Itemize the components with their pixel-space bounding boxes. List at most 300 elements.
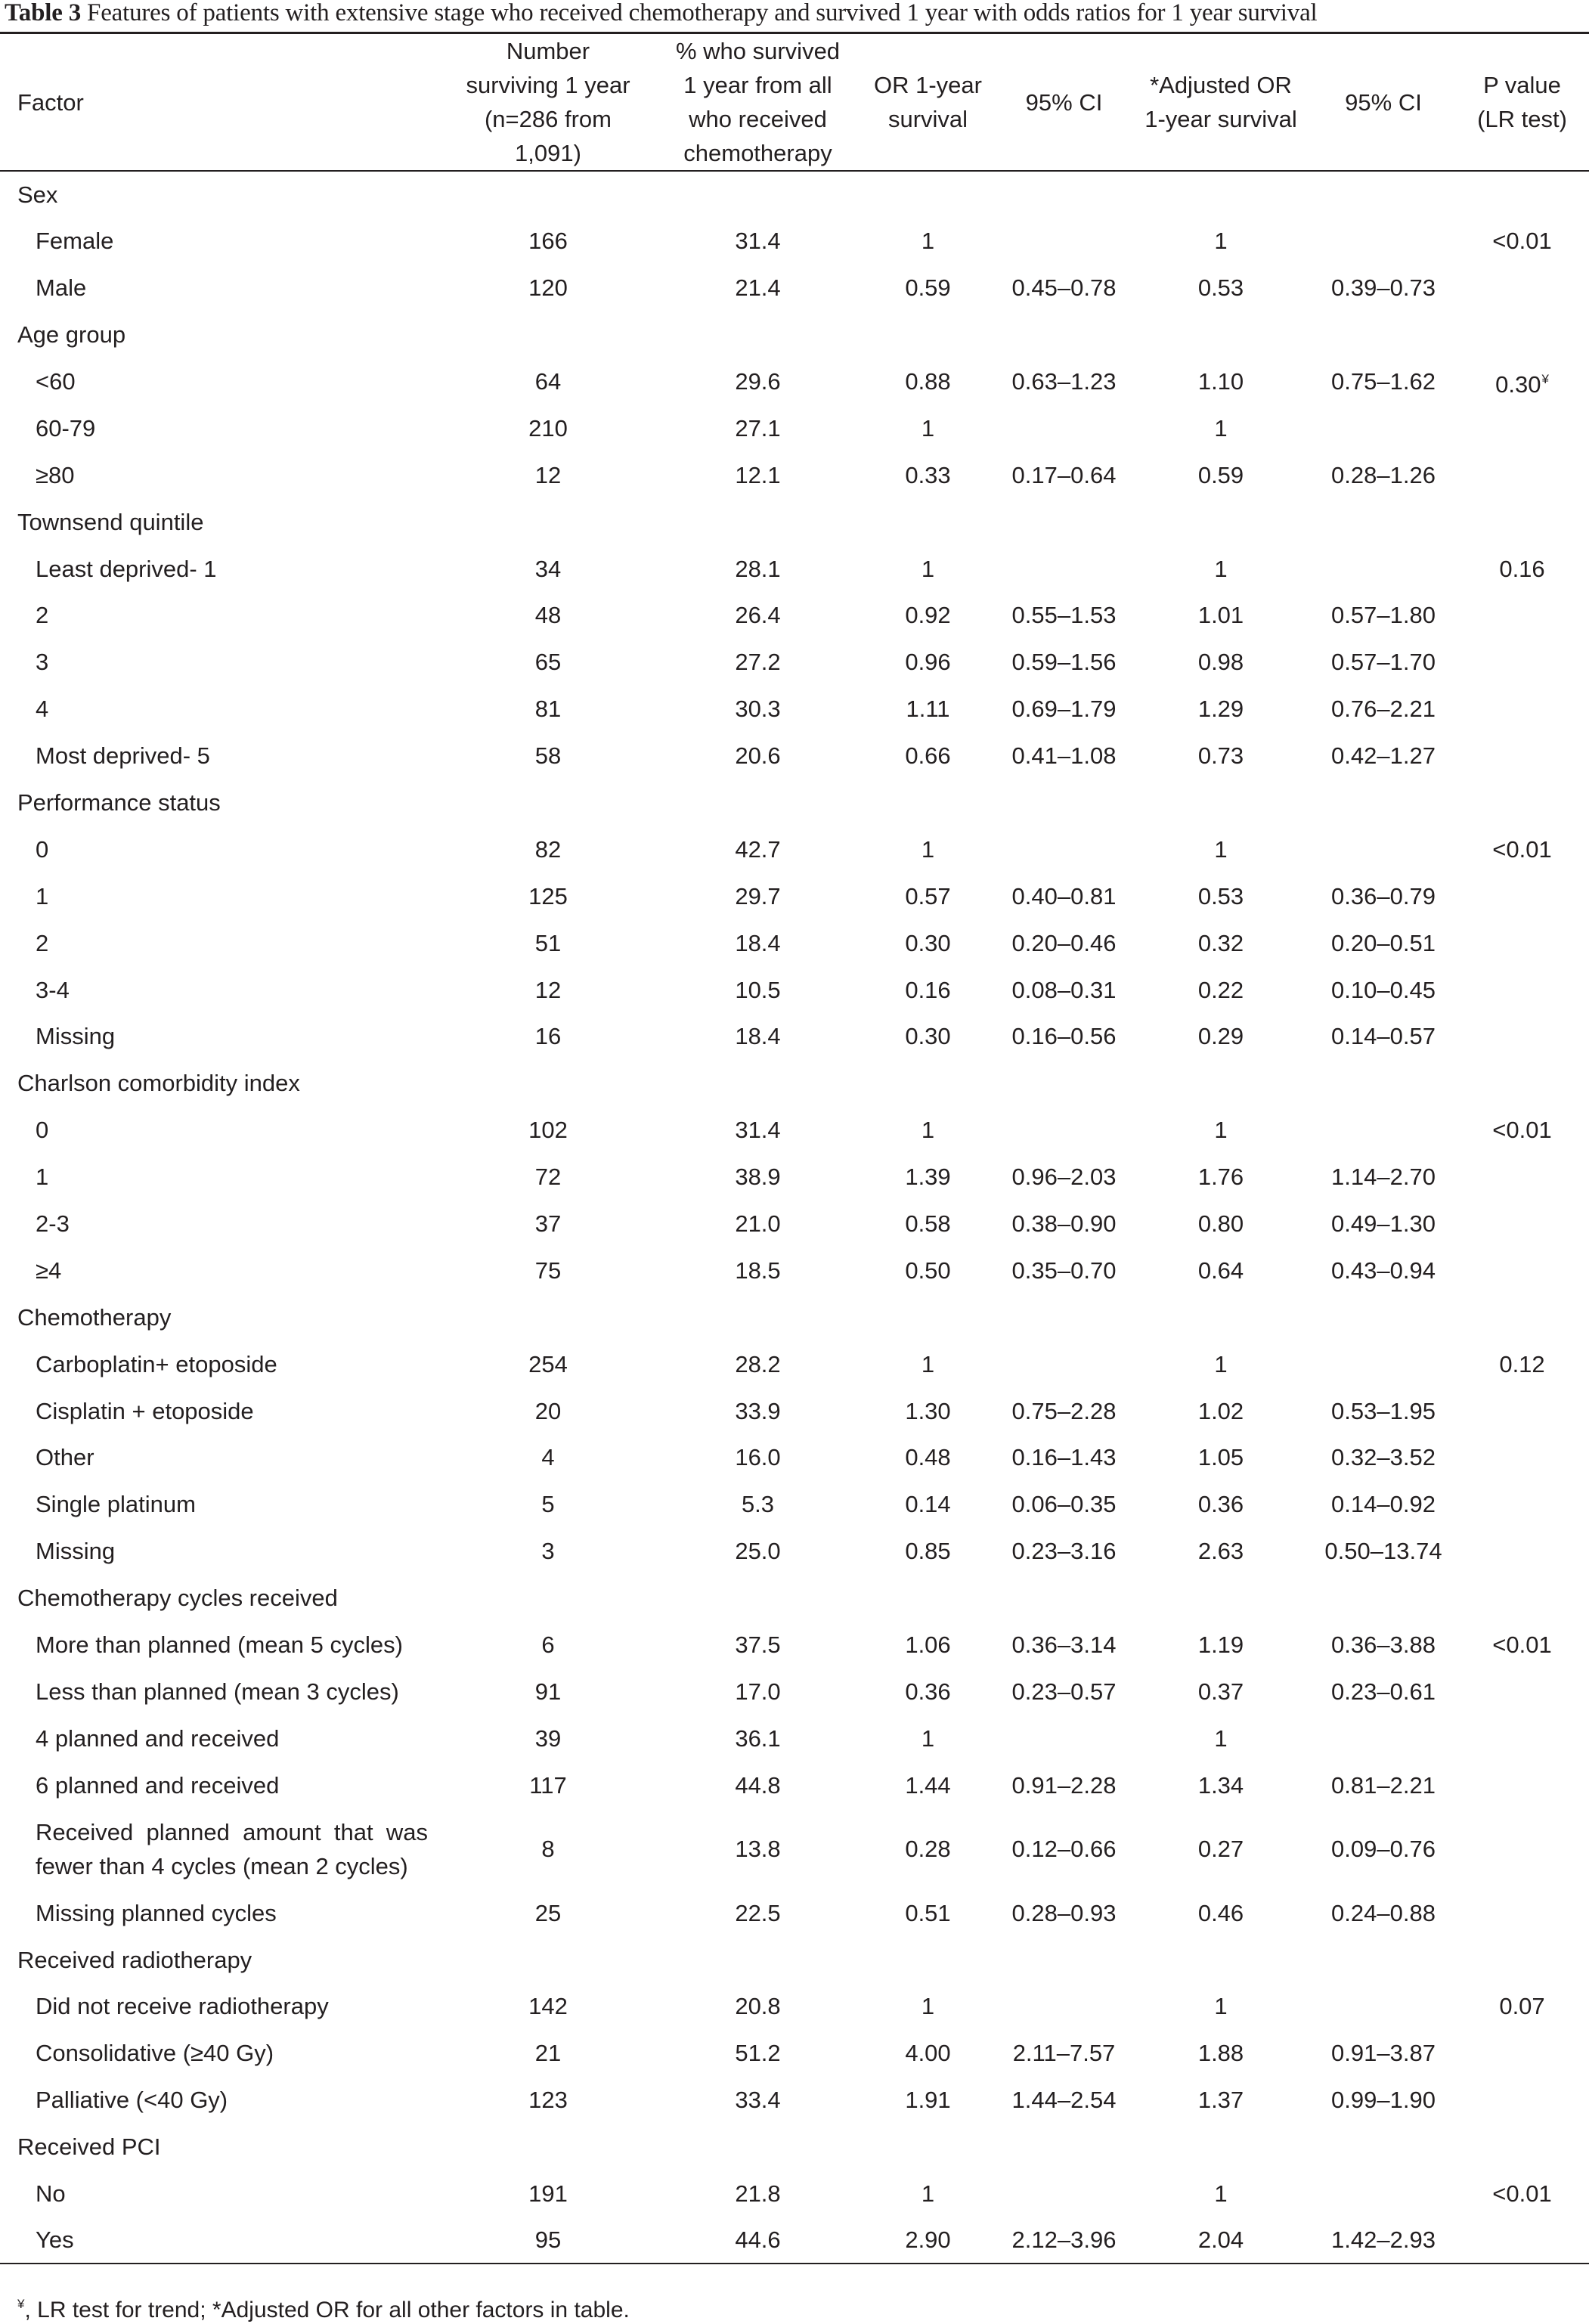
or-cell: 1.39 [905, 1164, 951, 1191]
or-cell: 1 [921, 414, 935, 442]
number-cell [438, 1936, 658, 1983]
or-cell [858, 498, 998, 545]
adjusted-ci-cell: 0.36–3.88 [1331, 1631, 1436, 1659]
adjusted-ci-cell [1312, 1575, 1455, 1622]
percent-cell: 5.3 [741, 1491, 775, 1518]
adjusted-ci-cell [1312, 2124, 1455, 2171]
table-row [0, 592, 1589, 639]
number-cell: 34 [534, 555, 562, 582]
ci-cell: 0.23–0.57 [1011, 1678, 1117, 1705]
or-cell [858, 311, 998, 358]
adjusted-or-cell: 0.29 [1197, 1023, 1244, 1050]
p-value-cell [1455, 1528, 1589, 1575]
adjusted-or-cell [1130, 1575, 1312, 1622]
adjusted-or-cell: 0.53 [1197, 882, 1244, 909]
table-row [0, 1387, 1589, 1434]
ci-cell [998, 498, 1130, 545]
group-label: Chemotherapy [17, 1303, 172, 1331]
number-cell: 25 [534, 1899, 562, 1926]
table-row [0, 639, 1589, 686]
percent-cell: 37.5 [735, 1631, 781, 1659]
p-value-cell [1455, 733, 1589, 779]
p-value-cell [1455, 404, 1589, 451]
factor-cell: 60-79 [36, 414, 96, 442]
factor-cell: 2 [36, 929, 49, 956]
group-label: Performance status [17, 789, 221, 816]
number-cell: 16 [534, 1023, 562, 1050]
adjusted-ci-cell [1312, 826, 1455, 872]
number-cell [438, 311, 658, 358]
ci-cell: 0.16–1.43 [1011, 1444, 1117, 1471]
percent-cell: 21.4 [735, 274, 781, 302]
percent-cell [658, 498, 858, 545]
number-cell: 8 [541, 1836, 555, 1863]
or-cell: 0.14 [905, 1491, 951, 1518]
adjusted-ci-cell: 0.75–1.62 [1331, 368, 1436, 395]
group-header-row [0, 311, 1589, 358]
adjusted-ci-cell: 0.36–0.79 [1331, 882, 1436, 909]
p-value-cell [1455, 779, 1589, 826]
ci-cell: 0.59–1.56 [1011, 649, 1117, 676]
p-value-cell [1455, 498, 1589, 545]
table-row [0, 1201, 1589, 1247]
ci-cell: 0.41–1.08 [1011, 742, 1117, 770]
ci-cell: 0.08–0.31 [1011, 976, 1117, 1003]
p-value-cell [1455, 592, 1589, 639]
or-cell [858, 1936, 998, 1983]
percent-cell: 33.9 [735, 1397, 781, 1424]
p-value-cell [1455, 1669, 1589, 1715]
percent-cell: 17.0 [735, 1678, 781, 1705]
p-value-cell [1455, 1434, 1589, 1481]
factor-cell: Carboplatin+ etoposide [36, 1350, 277, 1377]
adjusted-or-cell: 1 [1214, 555, 1228, 582]
p-value-cell [1455, 171, 1589, 218]
percent-cell: 20.8 [735, 1993, 781, 2020]
adjusted-ci-cell: 0.53–1.95 [1331, 1397, 1436, 1424]
adjusted-ci-cell [1312, 404, 1455, 451]
adjusted-ci-cell [1312, 1340, 1455, 1387]
percent-cell: 25.0 [735, 1538, 781, 1565]
adjusted-or-cell: 1.01 [1197, 602, 1244, 629]
adjusted-or-cell [1130, 2124, 1312, 2171]
adjusted-ci-cell: 0.28–1.26 [1331, 461, 1436, 488]
table-caption [5, 0, 1584, 26]
table-footnote [17, 2291, 630, 2324]
adjusted-or-cell [1130, 311, 1312, 358]
number-cell: 5 [541, 1491, 555, 1518]
or-cell: 1 [921, 228, 935, 255]
number-cell: 75 [534, 1257, 562, 1284]
adjusted-or-cell: 1 [1214, 1724, 1228, 1752]
or-cell: 0.48 [905, 1444, 951, 1471]
adjusted-or-cell: 1.34 [1197, 1771, 1244, 1799]
table-row [0, 265, 1589, 311]
adjusted-ci-cell: 0.09–0.76 [1331, 1836, 1436, 1863]
percent-cell: 16.0 [735, 1444, 781, 1471]
ci-cell: 0.06–0.35 [1011, 1491, 1117, 1518]
percent-cell: 44.8 [735, 1771, 781, 1799]
adjusted-ci-cell: 0.42–1.27 [1331, 742, 1436, 770]
or-cell: 1 [921, 555, 935, 582]
table-row [0, 919, 1589, 966]
number-cell [438, 2124, 658, 2171]
factor-cell: 1 [36, 1164, 49, 1191]
p-value-cell: 0.07 [1499, 1993, 1545, 2020]
ci-cell [998, 779, 1130, 826]
ci-cell: 0.36–3.14 [1011, 1631, 1117, 1659]
or-cell: 0.51 [905, 1899, 951, 1926]
percent-cell [658, 1060, 858, 1107]
number-cell [438, 498, 658, 545]
percent-cell [658, 779, 858, 826]
number-cell: 95 [438, 2217, 658, 2264]
factor-cell: Palliative (<40 Gy) [36, 2087, 228, 2114]
adjusted-or-cell: 0.53 [1197, 274, 1244, 302]
or-cell: 0.59 [905, 274, 951, 302]
percent-cell: 38.9 [735, 1164, 781, 1191]
p-value-cell [1455, 686, 1589, 733]
adjusted-ci-cell: 0.91–3.87 [1331, 2040, 1436, 2067]
adjusted-or-cell: 1.19 [1197, 1631, 1244, 1659]
or-cell: 1 [921, 835, 935, 863]
number-cell: 48 [534, 602, 562, 629]
percent-cell: 36.1 [735, 1724, 781, 1752]
or-cell: 0.33 [905, 461, 951, 488]
adjusted-ci-cell: 1.42–2.93 [1312, 2217, 1455, 2264]
p-value-cell [1455, 2124, 1589, 2171]
table-row [0, 1481, 1589, 1528]
adjusted-or-cell [1130, 779, 1312, 826]
group-label: Charlson comorbidity index [17, 1070, 300, 1097]
footnote-mark: ¥ [17, 2297, 25, 2311]
p-value-cell [1455, 2030, 1589, 2077]
or-cell: 0.30 [905, 929, 951, 956]
number-cell: 37 [534, 1210, 562, 1238]
percent-cell [658, 311, 858, 358]
number-cell: 12 [534, 461, 562, 488]
factor-cell: Other [36, 1444, 94, 1471]
adjusted-ci-cell: 0.14–0.57 [1331, 1023, 1436, 1050]
group-label: Chemotherapy cycles received [17, 1585, 338, 1612]
p-value-cell [1455, 1060, 1589, 1107]
ci-cell: 0.16–0.56 [1011, 1023, 1117, 1050]
ci-cell: 2.12–3.96 [998, 2217, 1130, 2264]
ci-cell: 0.17–0.64 [1011, 461, 1117, 488]
number-cell: 20 [534, 1397, 562, 1424]
ci-cell [998, 404, 1130, 451]
ci-cell: 0.45–0.78 [1011, 274, 1117, 302]
ci-cell [998, 1715, 1130, 1762]
p-value-cell [1455, 265, 1589, 311]
ci-cell: 0.20–0.46 [1011, 929, 1117, 956]
ci-cell [998, 1575, 1130, 1622]
number-cell: 142 [528, 1993, 568, 2020]
p-value-cell [1455, 1575, 1589, 1622]
adjusted-or-cell: 1.88 [1197, 2040, 1244, 2067]
percent-cell: 29.6 [735, 368, 781, 395]
percent-cell: 31.4 [735, 1117, 781, 1144]
results-table [0, 32, 1589, 2264]
factor-cell: Did not receive radiotherapy [36, 1993, 329, 2020]
number-cell: 91 [534, 1678, 562, 1705]
p-value-cell [1455, 1808, 1589, 1889]
adjusted-or-cell: 1 [1214, 835, 1228, 863]
adjusted-ci-cell: 0.50–13.74 [1324, 1538, 1442, 1565]
or-cell [858, 171, 998, 218]
adjusted-ci-cell [1312, 1060, 1455, 1107]
table-row [0, 1762, 1589, 1808]
percent-cell: 44.6 [658, 2217, 858, 2264]
adjusted-ci-cell [1312, 311, 1455, 358]
adjusted-ci-cell: 0.99–1.90 [1331, 2087, 1436, 2114]
factor-cell: Missing [36, 1023, 116, 1050]
p-value-cell [1455, 1762, 1589, 1808]
percent-cell: 21.8 [735, 2180, 781, 2207]
adjusted-ci-cell [1312, 171, 1455, 218]
p-value-cell: <0.01 [1492, 1117, 1552, 1144]
adjusted-or-cell: 1 [1214, 228, 1228, 255]
ci-cell: 2.11–7.57 [1012, 2040, 1116, 2067]
adjusted-or-cell: 1.29 [1197, 696, 1244, 723]
table-row [0, 1622, 1589, 1669]
adjusted-ci-cell [1312, 498, 1455, 545]
factor-cell: 2 [36, 602, 49, 629]
adjusted-or-cell: 0.64 [1197, 1257, 1244, 1284]
number-cell: 82 [534, 835, 562, 863]
percent-cell [658, 1936, 858, 1983]
adjusted-ci-cell [1312, 1983, 1455, 2030]
ci-cell: 0.28–0.93 [1011, 1899, 1117, 1926]
p-value-cell: <0.01 [1492, 835, 1552, 863]
or-cell [858, 1060, 998, 1107]
adjusted-ci-cell: 0.32–3.52 [1331, 1444, 1436, 1471]
table-row [0, 966, 1589, 1013]
percent-cell: 18.4 [735, 929, 781, 956]
group-header-row [0, 1060, 1589, 1107]
ci-cell [998, 1107, 1130, 1154]
factor-cell: 1 [36, 882, 49, 909]
or-cell: 1.11 [906, 696, 950, 723]
or-cell: 1.06 [905, 1631, 951, 1659]
adjusted-ci-cell [1312, 1107, 1455, 1154]
number-cell: 6 [541, 1631, 555, 1659]
factor-cell: Missing planned cycles [36, 1899, 277, 1926]
table-row [0, 1154, 1589, 1201]
percent-cell: 28.1 [735, 555, 781, 582]
p-value-cell [1455, 919, 1589, 966]
ci-cell: 0.96–2.03 [1011, 1164, 1117, 1191]
adjusted-or-cell: 1.37 [1197, 2087, 1244, 2114]
table-row [0, 2030, 1589, 2077]
table-row [0, 1107, 1589, 1154]
p-value-cell [1455, 311, 1589, 358]
percent-cell: 30.3 [735, 696, 781, 723]
p-value-cell: 0.16 [1499, 555, 1545, 582]
adjusted-ci-cell: 0.57–1.80 [1331, 602, 1436, 629]
percent-cell [658, 2124, 858, 2171]
ci-cell [998, 1294, 1130, 1340]
number-cell [438, 171, 658, 218]
ci-cell: 0.75–2.28 [1011, 1397, 1117, 1424]
ci-cell: 0.55–1.53 [1011, 602, 1117, 629]
adjusted-or-cell: 0.27 [1197, 1836, 1244, 1863]
percent-cell: 26.4 [735, 602, 781, 629]
table-row [0, 1983, 1589, 2030]
ci-cell: 0.40–0.81 [1011, 882, 1117, 909]
group-label: Sex [17, 181, 58, 208]
or-cell [858, 1575, 998, 1622]
group-header-row [0, 1575, 1589, 1622]
percent-cell [658, 1575, 858, 1622]
table-row [0, 686, 1589, 733]
adjusted-or-cell: 1.10 [1197, 368, 1244, 395]
adjusted-ci-cell: 0.20–0.51 [1331, 929, 1436, 956]
factor-cell: 0 [36, 835, 49, 863]
adjusted-ci-cell: 0.81–2.21 [1331, 1771, 1436, 1799]
table-row [0, 1013, 1589, 1060]
group-header-row [0, 1294, 1589, 1340]
percent-cell: 31.4 [735, 228, 781, 255]
factor-cell: Consolidative (≥40 Gy) [36, 2040, 274, 2067]
p-value-cell [1455, 1247, 1589, 1294]
adjusted-or-cell: 0.46 [1197, 1899, 1244, 1926]
factor-cell: Female [36, 228, 114, 255]
ci-cell [998, 2171, 1130, 2217]
number-cell: 51 [534, 929, 562, 956]
adjusted-ci-cell [1312, 2171, 1455, 2217]
number-cell: 65 [534, 649, 562, 676]
number-cell: 102 [528, 1117, 568, 1144]
or-cell: 0.66 [905, 742, 951, 770]
percent-cell [658, 1294, 858, 1340]
group-header-row [0, 171, 1589, 218]
number-cell [438, 1294, 658, 1340]
adjusted-or-cell [1130, 1936, 1312, 1983]
adjusted-or-cell: 1.05 [1197, 1444, 1244, 1471]
adjusted-or-cell: 2.63 [1197, 1538, 1244, 1565]
number-cell: 117 [529, 1771, 567, 1799]
p-value-cell: 0.30¥ [1495, 370, 1549, 398]
adjusted-ci-cell: 0.57–1.70 [1331, 649, 1436, 676]
table-row [0, 451, 1589, 498]
adjusted-or-cell: 0.73 [1197, 742, 1244, 770]
table-row [0, 1340, 1589, 1387]
or-cell: 4.00 [905, 2040, 951, 2067]
or-cell [858, 2124, 998, 2171]
p-value-cell [1455, 451, 1589, 498]
adjusted-or-cell [1130, 1060, 1312, 1107]
adjusted-or-cell: 1 [1214, 1117, 1228, 1144]
p-value-cell [1455, 872, 1589, 919]
ci-cell: 0.91–2.28 [1011, 1771, 1117, 1799]
table-row [0, 404, 1589, 451]
header-ci: 95% CI [998, 33, 1130, 172]
factor-cell: 3 [36, 649, 49, 676]
or-cell: 1.91 [905, 2087, 951, 2114]
group-header-row [0, 2124, 1589, 2171]
ci-cell: 0.38–0.90 [1011, 1210, 1117, 1238]
table-row [0, 1889, 1589, 1936]
table-row [0, 2077, 1589, 2124]
or-cell [858, 779, 998, 826]
ci-cell: 0.35–0.70 [1011, 1257, 1117, 1284]
or-cell: 1 [921, 1993, 935, 2020]
factor-cell: Yes [0, 2217, 438, 2264]
or-cell: 0.92 [905, 602, 951, 629]
table-row [0, 218, 1589, 265]
number-cell [438, 1575, 658, 1622]
number-cell: 166 [528, 228, 568, 255]
header-number-surviving: Number surviving 1 year (n=286 from 1,091) [438, 33, 658, 172]
p-value-cell [1455, 639, 1589, 686]
group-label: Age group [17, 321, 126, 349]
adjusted-or-cell: 1.02 [1197, 1397, 1244, 1424]
factor-cell: 0 [36, 1117, 49, 1144]
percent-cell: 21.0 [735, 1210, 781, 1238]
group-header-row [0, 1936, 1589, 1983]
factor-cell: 4 planned and received [36, 1724, 280, 1752]
table-row [0, 872, 1589, 919]
p-value-cell: 0.12 [1499, 1350, 1545, 1377]
adjusted-or-cell: 0.80 [1197, 1210, 1244, 1238]
header-adjusted-ci: 95% CI [1312, 33, 1455, 172]
percent-cell: 20.6 [735, 742, 781, 770]
number-cell: 191 [528, 2180, 568, 2207]
table-row [0, 545, 1589, 592]
p-value-cell: <0.01 [1492, 228, 1552, 255]
ci-cell: 0.69–1.79 [1011, 696, 1117, 723]
percent-cell: 29.7 [735, 882, 781, 909]
adjusted-or-cell: 1 [1214, 1993, 1228, 2020]
ci-cell [998, 1340, 1130, 1387]
ci-cell [998, 1060, 1130, 1107]
or-cell [858, 1294, 998, 1340]
factor-cell: 4 [36, 696, 49, 723]
p-value-cell [1455, 1154, 1589, 1201]
percent-cell: 27.2 [735, 649, 781, 676]
factor-cell: Received planned amount that was fewer than 4 cycles (mean 2 cycles) [36, 1818, 428, 1879]
group-header-row [0, 498, 1589, 545]
table-row [0, 826, 1589, 872]
number-cell: 39 [534, 1724, 562, 1752]
or-cell: 1.44 [905, 1771, 951, 1799]
table-row [0, 1434, 1589, 1481]
header-or: OR 1-year survival [858, 33, 998, 172]
ci-cell [998, 1936, 1130, 1983]
adjusted-or-cell [1130, 498, 1312, 545]
percent-cell: 51.2 [735, 2040, 781, 2067]
p-value-cell [1455, 1936, 1589, 1983]
p-value-cell [1455, 2217, 1589, 2264]
or-cell: 0.30 [905, 1023, 951, 1050]
number-cell: 125 [528, 882, 568, 909]
p-value-cell [1455, 1889, 1589, 1936]
adjusted-or-cell: 2.04 [1130, 2217, 1312, 2264]
adjusted-or-cell: 0.36 [1197, 1491, 1244, 1518]
percent-cell: 18.4 [735, 1023, 781, 1050]
ci-cell [998, 826, 1130, 872]
adjusted-ci-cell: 0.24–0.88 [1331, 1899, 1436, 1926]
number-cell: 4 [541, 1444, 555, 1471]
group-label: Received radiotherapy [17, 1946, 252, 1973]
adjusted-ci-cell [1312, 779, 1455, 826]
or-cell: 1 [921, 1350, 935, 1377]
table-row [0, 1528, 1589, 1575]
percent-cell: 33.4 [735, 2087, 781, 2114]
or-cell: 2.90 [858, 2217, 998, 2264]
table-row [0, 2217, 1589, 2264]
